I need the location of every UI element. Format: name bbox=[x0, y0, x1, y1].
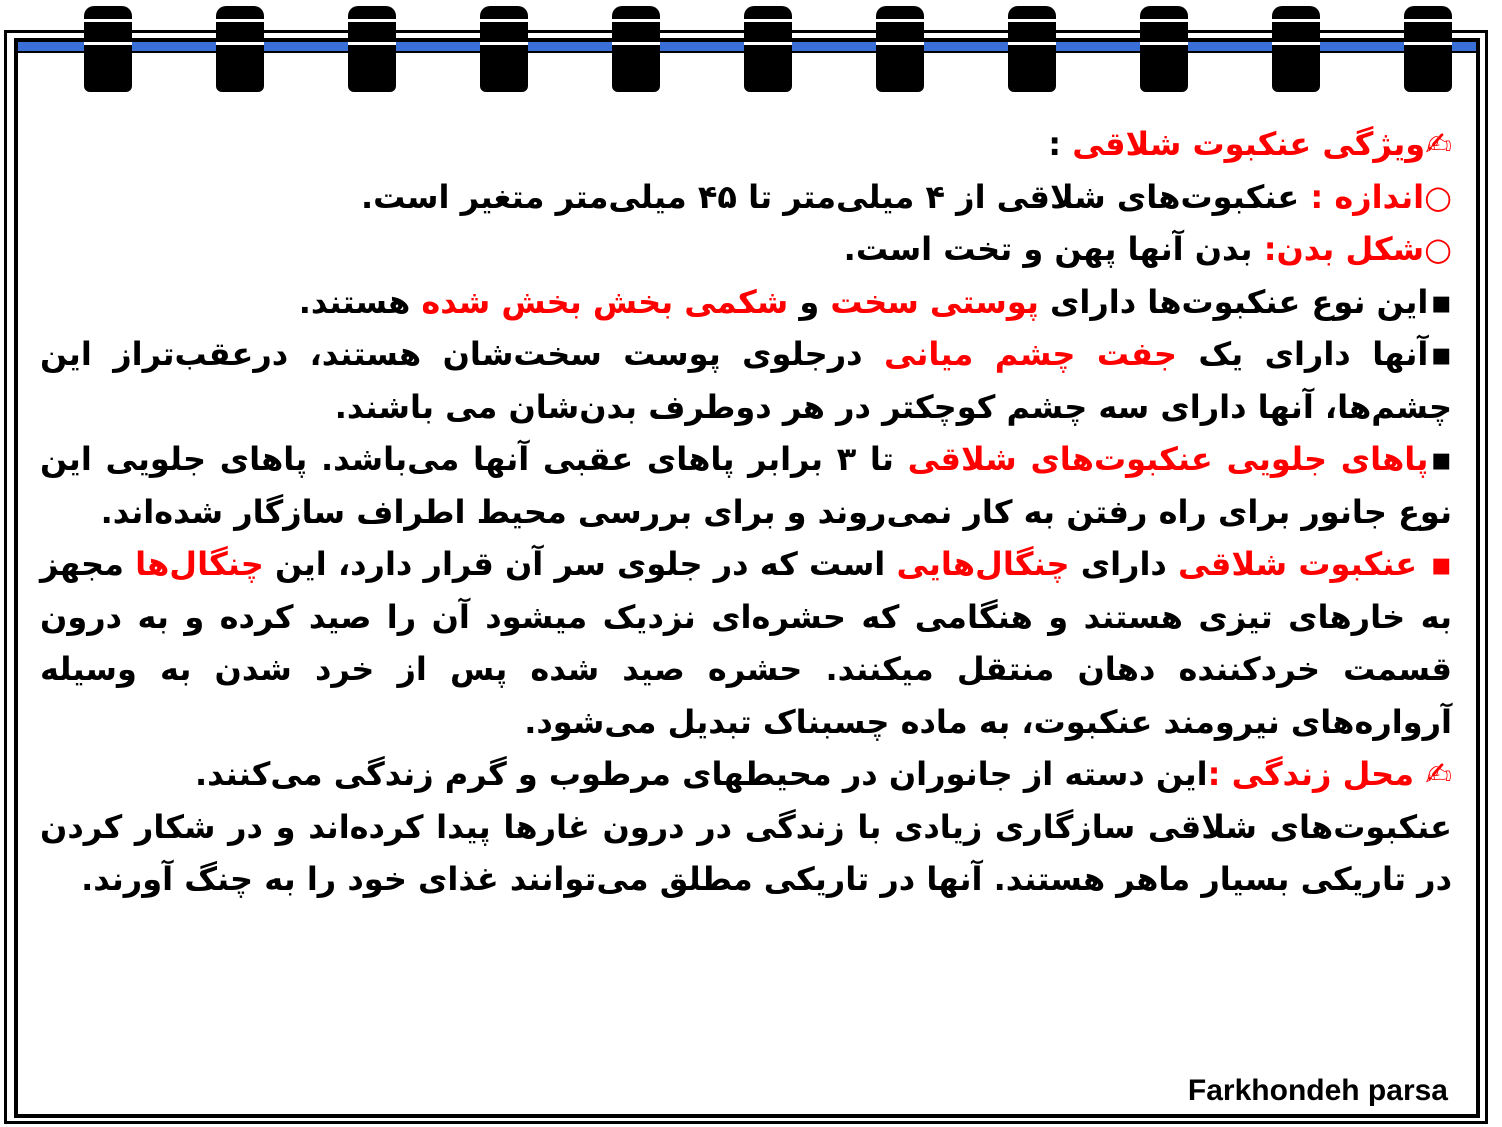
text-run: این نوع عنکبوت‌ها دارای bbox=[1038, 282, 1429, 321]
body-shape-label: شکل بدن: bbox=[1263, 230, 1425, 268]
paragraph-front-legs bbox=[40, 433, 1452, 538]
text-run: هستند. bbox=[298, 282, 422, 321]
binder-ring bbox=[84, 6, 132, 92]
highlight-claws-2: چنگال‌ها bbox=[135, 545, 264, 583]
heading-line bbox=[40, 118, 1452, 171]
square-bullet-icon: ▪ bbox=[1430, 545, 1453, 583]
habitat-label: محل زندگی : bbox=[1207, 755, 1426, 793]
paragraph-claws bbox=[40, 538, 1452, 748]
size-line bbox=[40, 171, 1452, 224]
author-credit: Farkhondeh parsa bbox=[1187, 1074, 1448, 1107]
binder-ring bbox=[612, 6, 660, 92]
binder-ring bbox=[480, 6, 528, 92]
heading-suffix: : bbox=[1048, 125, 1073, 163]
binder-ring bbox=[1140, 6, 1188, 92]
writing-hand-icon: ✍ bbox=[1425, 125, 1452, 163]
text-run: مجهز به خارهای تیزی هستند و هنگامی که حشره‌ای نزدیک میشود آن را صید کرده و به درون قسمت خردکننده دهان منتقل میکنند. حشره صید شده پس از خرد شدن به وسیله آرواره‌های نیرومند عنکبوت، به ماده چسبناک تبدیل می‌شود. bbox=[40, 545, 1452, 741]
text-run: تا ۳ برابر پاهای عقبی آنها می‌باشد. پاهای جلویی این نوع جانور برای راه رفتن به کار نمی‌روند و برای بررسی محیط اطراف سازگار شده‌اند. bbox=[40, 440, 1452, 531]
habitat-text: این دسته از جانوران در محیطهای مرطوب و گرم زندگی می‌کنند. bbox=[195, 755, 1208, 793]
highlight-median-eyes: جفت چشم میانی bbox=[884, 335, 1177, 373]
size-text: عنکبوت‌های شلاقی از ۴ میلی‌متر تا ۴۵ میلی‌متر متغیر است. bbox=[360, 177, 1311, 216]
slide-content bbox=[40, 118, 1452, 906]
body-shape-line bbox=[40, 223, 1452, 276]
binder-ring bbox=[1404, 6, 1452, 92]
binder-ring bbox=[348, 6, 396, 92]
paragraph-exoskeleton bbox=[40, 276, 1452, 329]
highlight-claws: چنگال‌هایی bbox=[896, 545, 1070, 583]
highlight-front-legs: پاهای جلویی عنکبوت‌های شلاقی bbox=[907, 440, 1429, 478]
text-run: و bbox=[788, 282, 831, 321]
writing-hand-icon: ✍ bbox=[1425, 755, 1452, 793]
square-bullet-icon: ▪ bbox=[1430, 335, 1453, 373]
binder-ring bbox=[876, 6, 924, 92]
heading-title: ویژگی عنکبوت شلاقی bbox=[1072, 125, 1426, 163]
text-run: درجلوی پوست سخت‌شان هستند، درعقب‌تراز این چشم‌ها، آنها دارای سه چشم کوچکتر در هر دوطرف بدن‌شان می باشند. bbox=[40, 335, 1452, 426]
habitat-line bbox=[40, 748, 1452, 801]
binder-ring bbox=[216, 6, 264, 92]
body-shape-text: بدن آنها پهن و تخت است. bbox=[843, 230, 1264, 268]
binder-ring bbox=[1272, 6, 1320, 92]
square-bullet-icon: ▪ bbox=[1430, 440, 1453, 478]
paragraph-eyes bbox=[40, 328, 1452, 433]
square-bullet-icon: ▪ bbox=[1430, 282, 1452, 321]
text-run: دارای bbox=[1069, 545, 1179, 583]
text-run: است که در جلوی سر آن قرار دارد، این bbox=[263, 545, 897, 583]
paragraph-caves: عنکبوت‌های شلاقی سازگاری زیادی با زندگی در درون غارها پیدا کرده‌اند و در شکار کردن در تاریکی بسیار ماهر هستند. آنها در تاریکی مطلق می‌توانند غذای خود را به چنگ آورند. bbox=[40, 807, 1452, 898]
highlight-hard-skin: پوستی سخت bbox=[830, 282, 1039, 321]
circle-bullet-icon: ○ bbox=[1424, 177, 1452, 216]
text-run: آنها دارای یک bbox=[1176, 335, 1429, 373]
size-label: اندازه : bbox=[1310, 177, 1425, 216]
binder-ring bbox=[744, 6, 792, 92]
highlight-segmented-abdomen: شکمی بخش بخش شده bbox=[421, 282, 789, 321]
binder-ring bbox=[1008, 6, 1056, 92]
highlight-whip-spider: عنکبوت شلاقی bbox=[1178, 545, 1429, 583]
circle-bullet-icon: ○ bbox=[1424, 230, 1452, 268]
